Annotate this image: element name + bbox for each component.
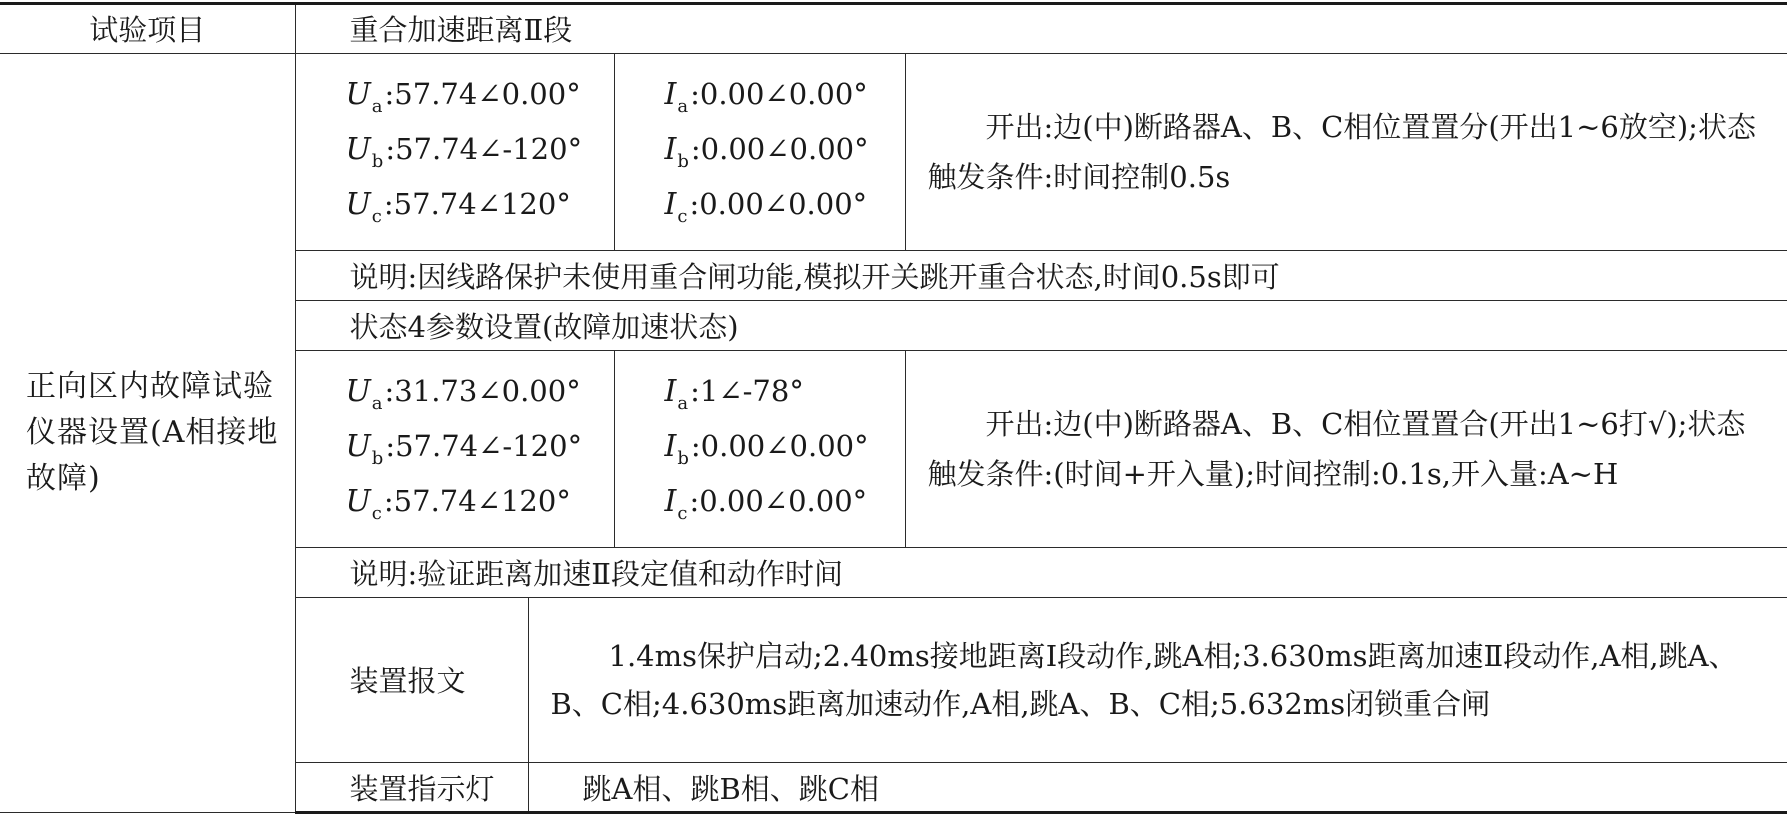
- state3-params-row: [0, 53, 1787, 250]
- state4-note: 说明:验证距离加速Ⅱ段定值和动作时间: [295, 547, 1787, 597]
- state4-title: 状态4参数设置(故障加速状态): [295, 300, 1787, 350]
- state4-current-cell: [614, 350, 905, 547]
- test-settings-table: [0, 2, 1787, 814]
- phasor-ua: $U_a:57.74\angle 0.00^\circ$: [345, 77, 581, 118]
- state3-output-description: 开出:边(中)断路器A、B、C相位置置分(开出1~6放空);状态触发条件:时间控制0.5s: [905, 53, 1787, 250]
- phasor-ua: $U_a:31.73\angle 0.00^\circ$: [345, 374, 581, 415]
- state4-output-description: 开出:边(中)断路器A、B、C相位置置合(开出1~6打√);状态触发条件:(时间+开入量);时间控制:0.1s,开入量:A~H: [905, 350, 1787, 547]
- state3-voltage-cell: [295, 53, 614, 250]
- phasor-ub: $U_b:57.74\angle-120^\circ$: [345, 429, 583, 470]
- state3-note: 说明:因线路保护未使用重合闸功能,模拟开关跳开重合状态,时间0.5s即可: [295, 250, 1787, 300]
- phasor-ic: $I_c:0.00\angle 0.00^\circ$: [664, 484, 868, 525]
- phasor-ia: $I_a:1\angle-78^\circ$: [664, 374, 804, 415]
- phasor-uc: $U_c:57.74\angle 120^\circ$: [345, 187, 571, 228]
- phasor-ib: $I_b:0.00\angle 0.00^\circ$: [664, 429, 869, 470]
- phasor-ib: $I_b:0.00\angle 0.00^\circ$: [664, 132, 869, 173]
- test-title: 重合加速距离Ⅱ段: [295, 4, 1787, 54]
- phasor-ia: $I_a:0.00\angle 0.00^\circ$: [664, 77, 868, 118]
- test-item-header: 试验项目: [0, 4, 295, 54]
- state3-current-cell: [614, 53, 905, 250]
- device-lamp-text: 跳A相、跳B相、跳C相: [528, 763, 1787, 813]
- state4-voltage-cell: [295, 350, 614, 547]
- header-row: [0, 4, 1787, 54]
- test-item-description: 正向区内故障试验仪器设置(A相接地故障): [0, 53, 295, 812]
- phasor-ub: $U_b:57.74\angle-120^\circ$: [345, 132, 583, 173]
- device-lamp-label: 装置指示灯: [295, 763, 528, 813]
- device-message-label: 装置报文: [295, 597, 528, 762]
- device-message-text: 1.4ms保护启动;2.40ms接地距离Ⅰ段动作,跳A相;3.630ms距离加速Ⅱ段动作,A相,跳A、B、C相;4.630ms距离加速动作,A相,跳A、B、C相;5.632ms闭锁重合闸: [528, 597, 1787, 762]
- phasor-ic: $I_c:0.00\angle 0.00^\circ$: [664, 187, 868, 228]
- phasor-uc: $U_c:57.74\angle 120^\circ$: [345, 484, 571, 525]
